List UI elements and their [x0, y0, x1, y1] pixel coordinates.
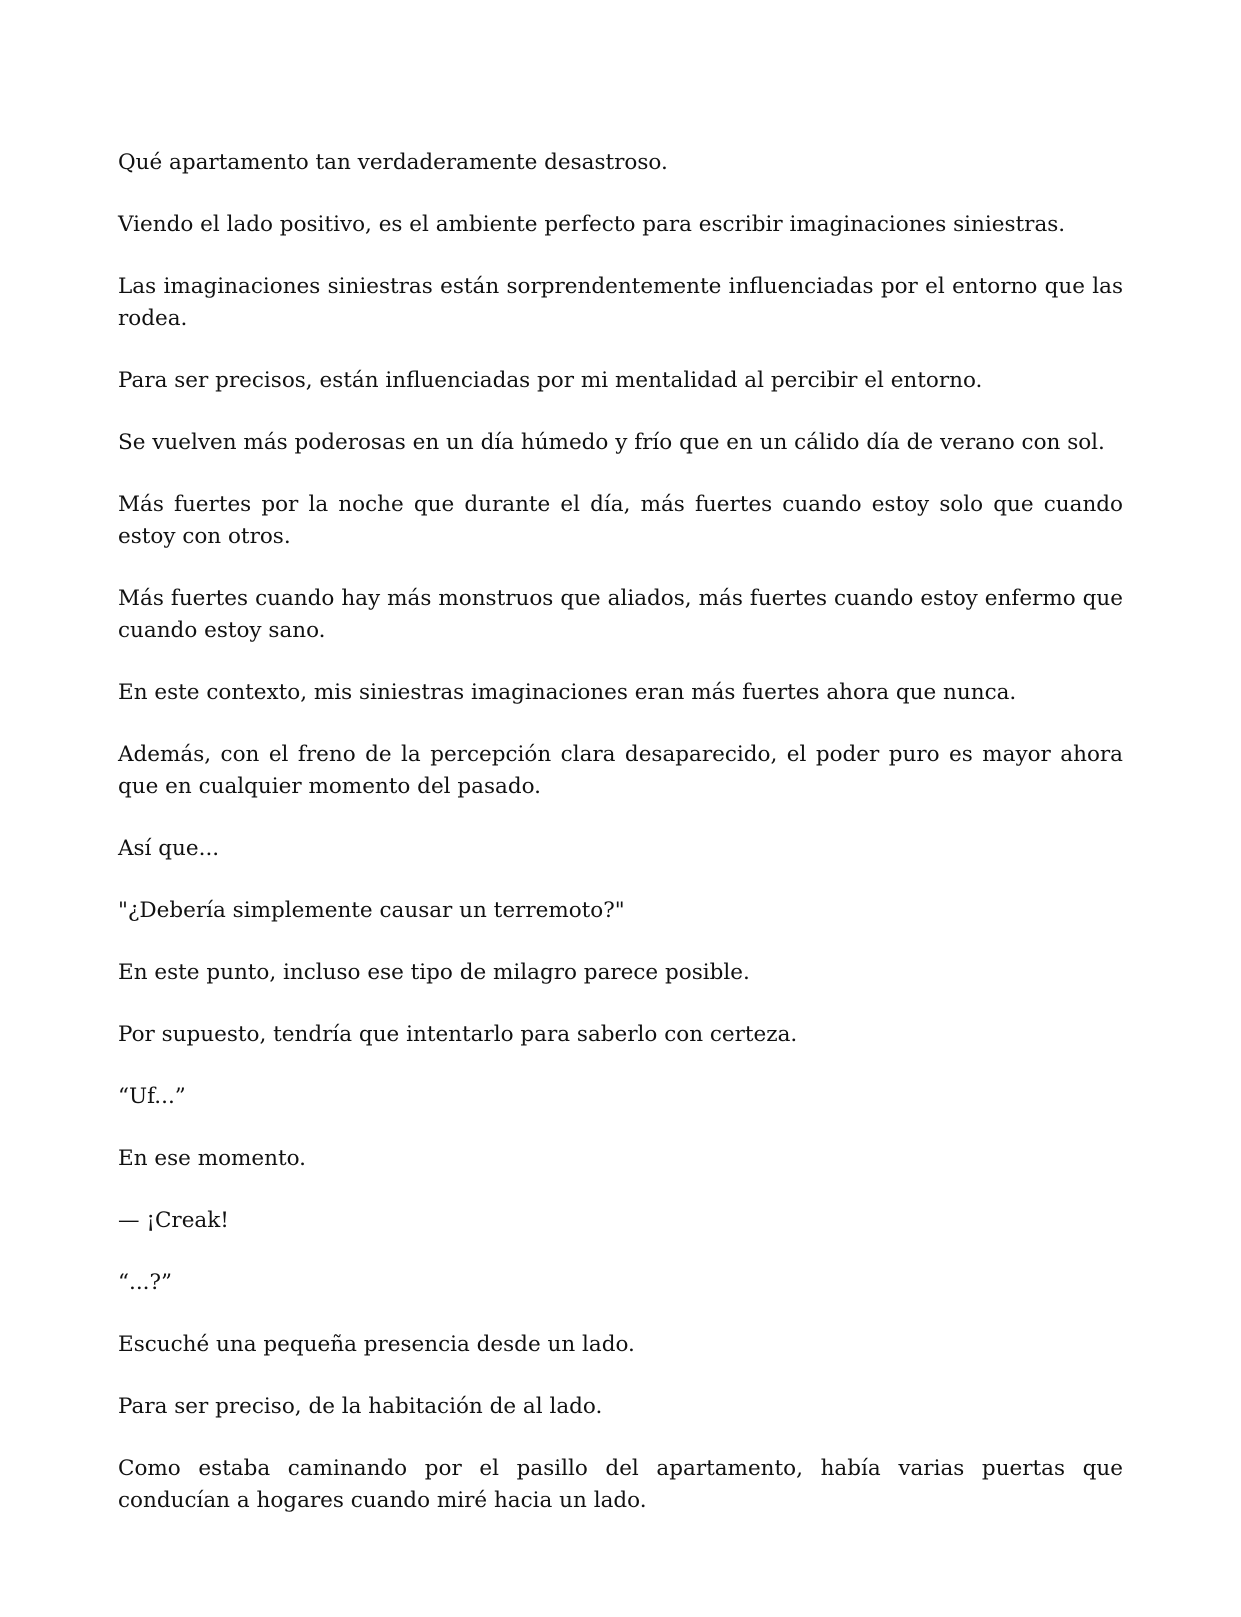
paragraph-2: Viendo el lado positivo, es el ambiente perfecto para escribir imaginaciones siniestras.	[118, 212, 1066, 237]
paragraph-1: Qué apartamento tan verdaderamente desastroso.	[118, 150, 668, 175]
paragraph-8: En este contexto, mis siniestras imaginaciones eran más fuertes ahora que nunca.	[118, 680, 1017, 705]
paragraph-14: “Uf...”	[118, 1084, 186, 1109]
paragraph-18: Escuché una pequeña presencia desde un lado.	[118, 1332, 635, 1357]
paragraph-9: Además, con el freno de la percepción clara desaparecido, el poder puro es mayor ahora que en cualquier momento del pasado.	[118, 742, 1123, 799]
paragraph-15: En ese momento.	[118, 1146, 307, 1171]
paragraph-5: Se vuelven más poderosas en un día húmedo y frío que en un cálido día de verano con sol.	[118, 430, 1105, 455]
paragraph-3: Las imaginaciones siniestras están sorprendentemente influenciadas por el entorno que las rodea.	[118, 274, 1123, 331]
paragraph-16: — ¡Creak!	[118, 1208, 229, 1233]
paragraph-6: Más fuertes por la noche que durante el día, más fuertes cuando estoy solo que cuando estoy con otros.	[118, 492, 1123, 549]
paragraph-20: Como estaba caminando por el pasillo del apartamento, había varias puertas que conducían a hogares cuando miré hacia un lado.	[118, 1456, 1123, 1513]
paragraph-4: Para ser precisos, están influenciadas por mi mentalidad al percibir el entorno.	[118, 368, 983, 393]
paragraph-13: Por supuesto, tendría que intentarlo para saberlo con certeza.	[118, 1022, 798, 1047]
paragraph-7: Más fuertes cuando hay más monstruos que aliados, más fuertes cuando estoy enfermo que cuando estoy sano.	[118, 586, 1123, 643]
paragraph-11: "¿Debería simplemente causar un terremoto?"	[118, 898, 625, 923]
paragraph-12: En este punto, incluso ese tipo de milagro parece posible.	[118, 960, 750, 985]
paragraph-19: Para ser preciso, de la habitación de al lado.	[118, 1394, 603, 1419]
paragraph-10: Así que...	[118, 836, 220, 861]
paragraph-17: “...?”	[118, 1270, 173, 1295]
